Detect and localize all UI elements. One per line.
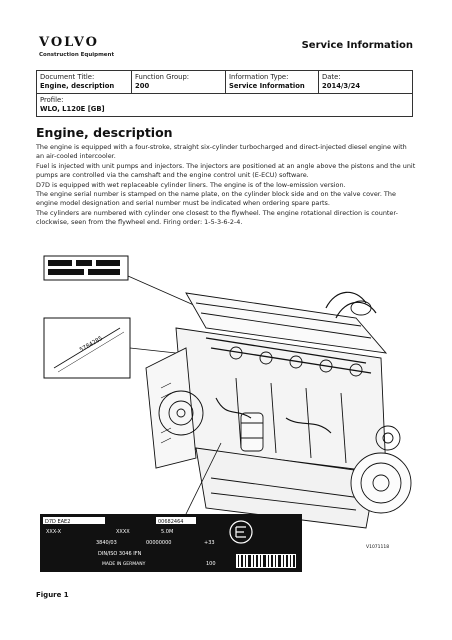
date-value: 2014/3/24	[322, 82, 361, 90]
plate-field: D7D EAE2	[45, 519, 71, 525]
document-title-cell	[37, 71, 132, 94]
document-meta-table	[36, 70, 413, 117]
plate-field: MADE IN GERMANY	[102, 562, 146, 567]
document-title-label: Document Title:	[40, 73, 95, 81]
document-title-value: Engine, description	[40, 82, 115, 90]
figure-caption: Figure 1	[36, 591, 69, 599]
paragraph: The engine is equipped with a four-stroke, straight six-cylinder turbocharged and direct-injected diesel engine with an air-cooled intercooler.	[36, 143, 407, 161]
paragraph: Fuel is injected with unit pumps and injectors. The injectors are positioned at an angle above the pistons and the unit pumps are controlled via the camshaft and the engine control unit (E-ECU) software.	[36, 161, 416, 180]
engine-illustration	[146, 292, 411, 528]
information-type-label: Information Type:	[229, 73, 289, 81]
function-group-label: Function Group:	[135, 73, 190, 81]
service-information-title: Service Information	[301, 40, 413, 51]
information-type-value: Service Information	[229, 82, 305, 90]
profile-cell	[37, 94, 413, 117]
svg-text:5784285: 5784285	[78, 335, 104, 354]
paragraph: The engine serial number is stamped on the name plate, on the cylinder block side and on the valve cover. The engine model designation and serial number must be indicated when ordering spare parts.	[36, 190, 396, 208]
valve-cover-plate-inset	[44, 256, 128, 280]
logo-subtitle: Construction Equipment	[39, 52, 115, 58]
description-text	[36, 143, 416, 228]
cylinder-block-stamp-inset	[44, 318, 130, 378]
plate-field: +33	[204, 540, 215, 546]
function-group-value: 200	[135, 82, 150, 90]
profile-label: Profile:	[40, 96, 64, 104]
page-title: Engine, description	[36, 125, 173, 140]
paragraph: The cylinders are numbered with cylinder one closest to the flywheel. The engine rotational direction is counter-clockwise, seen from the flywheel end. Firing order: 1-5-3-6-2-4.	[36, 208, 398, 227]
plate-field: 5.0M	[161, 529, 174, 535]
plate-field: 100	[206, 561, 216, 567]
volvo-logo	[39, 36, 114, 58]
barcode-icon	[236, 554, 296, 568]
date-cell	[319, 71, 413, 94]
date-label: Date:	[322, 73, 341, 81]
plate-field: XXX-X	[46, 529, 62, 535]
logo-wordmark: VOLVO	[39, 35, 99, 50]
drawing-code: V1071118	[366, 545, 390, 550]
paragraph: D7D is equipped with wet replaceable cylinder liners. The engine is of the low-emission version.	[36, 180, 346, 189]
plate-field: DIN/ISO 3046 IFN	[98, 551, 142, 557]
plate-field: 00682464	[158, 519, 184, 525]
engine-figure	[36, 248, 416, 580]
information-type-cell	[226, 71, 319, 94]
plate-field: 00000000	[146, 540, 172, 546]
plate-field: XXXX	[116, 529, 130, 535]
profile-value: WLO, L120E [GB]	[40, 105, 105, 113]
engine-name-plate	[40, 514, 302, 572]
plate-field: 3840/03	[96, 540, 117, 546]
function-group-cell	[132, 71, 226, 94]
